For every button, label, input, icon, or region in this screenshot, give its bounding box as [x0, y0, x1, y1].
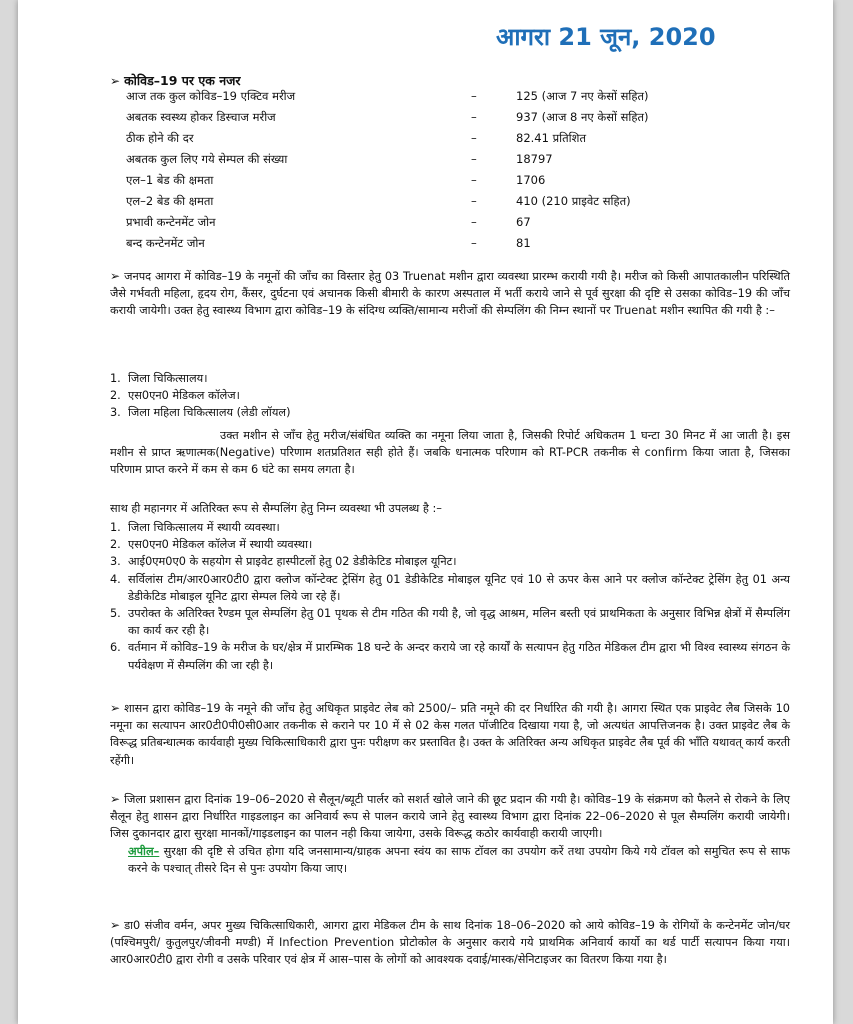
list-text: सर्विलांस टीम/आर0आर0टी0 द्वारा क्लोज कॉन्टेक्ट ट्रेसिंग हेतु 01 डेडीकेटिड मोबाइल यूनिट एवं 10 से ऊपर केस आने पर क्लोज कॉन्टेक्ट ट्रेसिंग हेतु 01 अन्य डेडीकेटिड मोबाइल यूनिट द्वारा सेम्पल लिये जा रहे हैं।	[128, 572, 790, 603]
stat-value: 81	[516, 236, 531, 250]
list-number: 1.	[110, 372, 121, 385]
private-lab-section	[110, 700, 790, 769]
stat-label: प्रभावी कन्टेनमेंट जोन	[126, 215, 216, 229]
private-lab-text: शासन द्वारा कोविड–19 के नमूने की जाँच हेतु अधिकृत प्राइवेट लेब को 2500/– प्रति नमूने की दर निर्धारित की गयी है। आगरा स्थित एक प्राइवेट लैब जिसके 10 नमूना का सत्यापन आर0टी0पी0सी0आर तकनीक से कराने पर 10 में से 02 केस गलत पॉजीटिव दिखाया गया है, जो अत्यधंत आपत्तिजनक है। उक्त प्राइवेट लैब के विरूद्ध प्रतिबन्धात्मक कार्यवाही मुख्य चिकित्साधिकारी द्वारा पुनः परीक्षण कर प्रस्तावित है। उक्त के अतिरिक्त अन्य अधिकृत प्राइवेट लैब पूर्व की भाँति यथावत् कार्य करती रहेंगी।	[110, 702, 790, 767]
stat-row	[126, 152, 746, 173]
list-number: 4.	[110, 572, 121, 586]
stat-dash: –	[471, 215, 477, 229]
stat-label: अबतक स्वस्थ्य होकर डिस्चाज मरीज	[126, 110, 276, 124]
truenat-intro-text: जनपद आगरा में कोविड–19 के नमूनों की जाँच का विस्तार हेतु 03 Truenat मशीन द्वारा व्यवस्था प्रारम्भ करायी गयी है। मरीज को किसी आपातकालीन परिस्थिति जैसे गर्भवती महिला, हृदय रोग, कैंसर, दुर्घटना एवं अचानक किसी बीमारी के कारण अस्पताल में भर्ती कराये जाने से पूर्व सुरक्षा की दृष्टि से उसका कोविड–19 की जाँच करायी जायेगी। उक्त हेतु स्वास्थ्य विभाग द्वारा कोविड–19 के संदिग्ध व्यक्ति/सामान्य मरीजों की सेम्पलिंग की निम्न स्थानों पर Truenat मशीन स्थापित की गयी है :–	[110, 270, 790, 318]
stat-row	[126, 173, 746, 194]
list-number: 6.	[110, 641, 121, 655]
stat-label: अबतक कुल लिए गये सेम्पल की संख्या	[126, 152, 288, 166]
stat-dash: –	[471, 110, 477, 124]
stat-value: 1706	[516, 173, 546, 187]
list-item	[110, 605, 790, 639]
stat-row	[126, 110, 746, 131]
list-text: उपरोक्त के अतिरिक्त रैण्डम पूल सेम्पलिंग हेतु 01 पृथक से टीम गठित की गयी है, जो वृद्ध आश्रम, मलिन बस्ती एवं प्राथमिकता के अनुसार विभिन्न क्षेत्रों में सैम्पलिंग का कार्य कर रही है।	[128, 607, 790, 638]
salon-text: जिला प्रशासन द्वारा दिनांक 19–06–2020 से सैलून/ब्यूटी पार्लर को सशर्त खोले जाने की छूट प्रदान की गयी है। कोविड–19 के संक्रमण को फैलने से रोकने के लिए सैलून हेतु शासन द्वारा निर्धारित गाइडलाइन का अनिवार्य रूप से पालन कराये जाने हेतु स्वास्थ्य विभाग द्वारा दिनांक 22–06–2020 से पूल सैम्पलिंग करायी जायेगी। जिस दुकानदार द्वारा सुरक्षा मानकों/गाइडलाइन का पालन नही किया जायेगा, उसके विरूद्ध कठोर कार्यवाही करायी जाएगी।	[110, 793, 790, 841]
stat-value: 18797	[516, 152, 553, 166]
list-number: 1.	[110, 521, 121, 534]
stat-value: 937 (आज 8 नए केसों सहित)	[516, 110, 649, 124]
list-number: 3.	[110, 555, 121, 569]
stat-row	[126, 194, 746, 215]
appeal-text: सुरक्षा की दृष्टि से उचित होगा यदि जनसामान्य/ग्राहक अपना स्वंय का साफ टॉवल का उपयोग करें तथा उपयोग किये गये टॉवल को समुचित रूप से साफ करने के पश्चात् तीसरे दिन से पुनः उपयोग किया जाए।	[128, 844, 790, 875]
additional-intro: साथ ही महानगर में अतिरिक्त रूप से सैम्पलिंग हेतु निम्न व्यवस्था भी उपलब्ध है :–	[110, 502, 442, 515]
stat-value: 125 (आज 7 नए केसों सहित)	[516, 89, 649, 103]
list-item	[110, 553, 790, 570]
appeal-label: अपील–	[128, 844, 160, 858]
stat-dash: –	[471, 236, 477, 250]
arrangements-list	[110, 519, 790, 674]
stat-row	[126, 215, 746, 236]
page-title: आगरा 21 जून, 2020	[496, 23, 716, 51]
stat-row	[126, 131, 746, 152]
list-item	[110, 571, 790, 605]
overview-title	[110, 72, 241, 89]
arrow-bullet-icon: ➢	[110, 701, 121, 715]
list-text: एस0एन0 मेडिकल कॉलेज में स्थायी व्यवस्था।	[128, 538, 313, 552]
stat-label: बन्द कन्टेनमेंट जोन	[126, 236, 205, 250]
list-text: वर्तमान में कोविड–19 के मरीज के घर/क्षेत्र में प्रारम्भिक 18 घन्टे के अन्दर कराये जा रहे कार्यों के सत्यापन हेतु गठित मेडिकल टीम द्वारा भी विश्व स्वास्थ्य संगठन के पर्यवेक्षण में सैम्पलिंग की जा रही है।	[128, 641, 790, 672]
stat-dash: –	[471, 152, 477, 166]
salon-section	[110, 791, 790, 877]
list-text: जिला महिला चिकित्सालय (लेडी लॉयल)	[128, 406, 291, 420]
stat-dash: –	[471, 173, 477, 187]
truenat-detail: उक्त मशीन से जाँच हेतु मरीज/संबंधित व्यक्ति का नमूना लिया जाता है, जिसकी रिपोर्ट अधिकतम 1 घन्टा 30 मिनट में आ जाती है। इस मशीन से प्राप्त ऋणात्मक(Negative) परिणाम शतप्रतिशत सही होते हैं। जबकि धनात्मक परिणाम को RT-PCR तकनीक से confirm किया जाता है, जिसका परिणाम प्राप्त करने में कम से कम 6 घंटे का समय लगता है।	[110, 429, 790, 477]
stat-dash: –	[471, 194, 477, 208]
stat-label: आज तक कुल कोविड–19 एक्टिव मरीज	[126, 89, 296, 103]
arrow-bullet-icon: ➢	[110, 74, 121, 88]
list-text: एस0एन0 मेडिकल कॉलेज।	[128, 389, 240, 403]
list-number: 5.	[110, 607, 121, 621]
stat-value: 410 (210 प्राइवेट सहित)	[516, 194, 631, 208]
list-item	[110, 387, 710, 404]
list-item	[110, 536, 790, 553]
list-item	[110, 519, 790, 536]
stat-value: 82.41 प्रतिशित	[516, 131, 587, 145]
overview-title-text: कोविड–19 पर एक नजर	[124, 73, 241, 88]
list-text: जिला चिकित्सालय में स्थायी व्यवस्था।	[128, 521, 280, 534]
stat-label: एल–1 बेड की क्षमता	[126, 173, 214, 187]
stat-row	[126, 236, 746, 257]
inspection-section	[110, 917, 790, 969]
stat-row	[126, 89, 746, 110]
list-number: 2.	[110, 389, 121, 403]
inspection-text: डा0 संजीव वर्मन, अपर मुख्य चिकित्साधिकारी, आगरा द्वारा मेडिकल टीम के साथ दिनांक 18–06–2020 को आये कोविड–19 के रोगियों के कन्टेनमेंट जोन/घर (पश्चिमपुरी/ कुतुलपुर/जीवनी मण्डी) में Infection Prevention प्रोटोकोल के अनुसार कराये गये प्राथमिक अनिवार्य कार्यो का थर्ड पार्टी सत्यापन किया गया। आर0आर0टी0 द्वारा रोगी व उसके परिवार एवं क्षेत्र में आस–पास के लोगों को आवश्यक दवाई/मास्क/सेनिटाइजर का वितरण किया गया है।	[110, 919, 790, 967]
list-text: आई0एम0ए0 के सहयोग से प्राइवेट हास्पीटलों हेतु 02 डेडीकेटिड मोबाइल यूनिट।	[128, 555, 457, 569]
stat-dash: –	[471, 89, 477, 103]
arrow-bullet-icon: ➢	[110, 269, 121, 283]
list-number: 2.	[110, 538, 121, 552]
list-item	[110, 639, 790, 673]
truenat-intro	[110, 268, 790, 320]
stat-label: एल–2 बेड की क्षमता	[126, 194, 214, 208]
stat-value: 67	[516, 215, 531, 229]
list-number: 3.	[110, 406, 121, 420]
document-page	[18, 0, 833, 1024]
list-item	[110, 404, 710, 421]
arrow-bullet-icon: ➢	[110, 792, 121, 806]
overview-stats	[126, 89, 746, 257]
list-text: जिला चिकित्सालय।	[128, 372, 208, 385]
truenat-locations-list	[110, 370, 710, 422]
stat-label: ठीक होने की दर	[126, 131, 194, 145]
arrow-bullet-icon: ➢	[110, 918, 121, 932]
stat-dash: –	[471, 131, 477, 145]
list-item	[110, 370, 710, 387]
